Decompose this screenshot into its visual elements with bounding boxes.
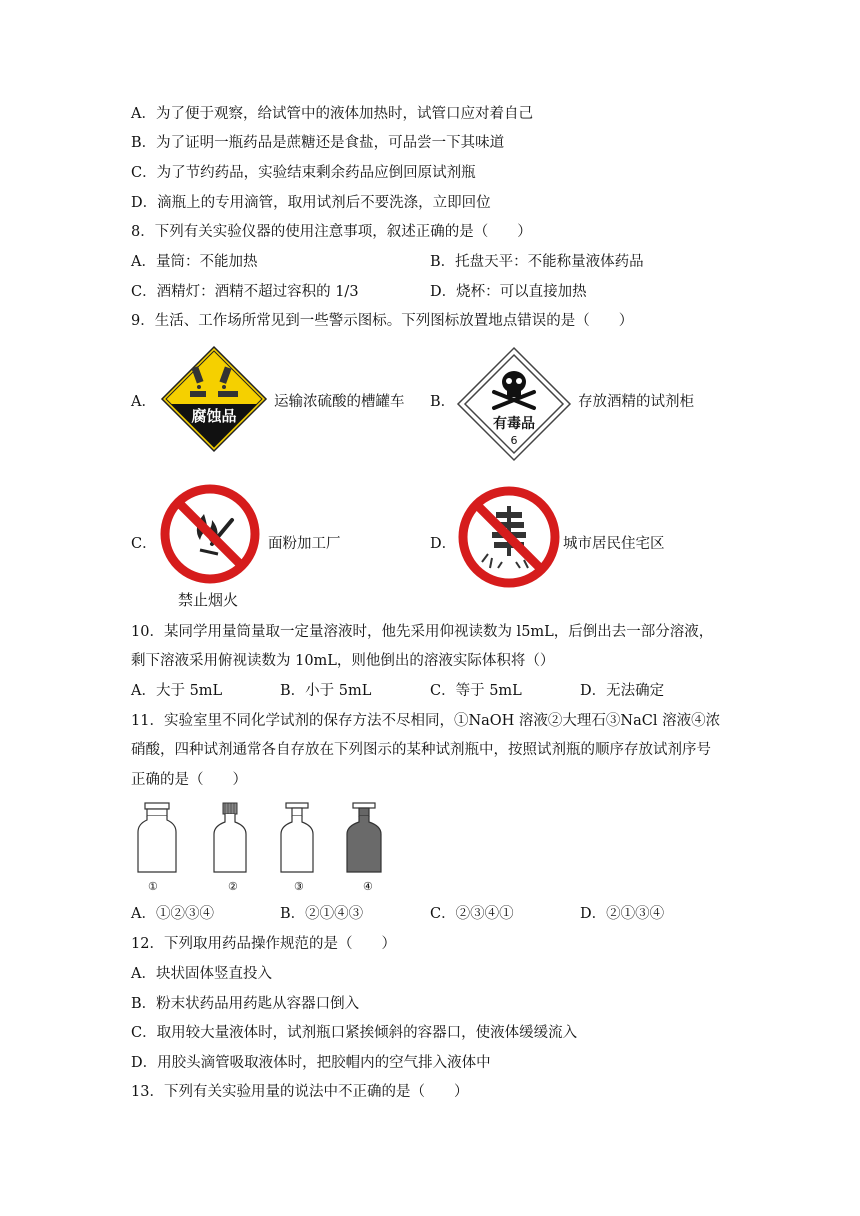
q11-stem-line3: 正确的是（ ） xyxy=(131,772,247,788)
q9-stem: 9．生活、工作场所常见到一些警示图标。下列图标放置地点错误的是（ ） xyxy=(131,313,634,329)
q8-option-c: C．酒精灯：酒精不超过容积的 1/3 xyxy=(131,284,359,300)
q7-option-d: D．滴瓶上的专用滴管，取用试剂后不要洗涤，立即回位 xyxy=(131,195,491,211)
q12-option-a: A．块状固体竖直投入 xyxy=(131,966,272,982)
toxic-sign-icon xyxy=(456,346,572,462)
toxic-sign-label: 有毒品 xyxy=(493,416,535,432)
no-fireworks-sign-icon xyxy=(458,486,560,588)
q8-stem: 8．下列有关实验仪器的使用注意事项，叙述正确的是（ ） xyxy=(131,224,532,240)
bottle-label-1: ① xyxy=(148,880,158,893)
q9-option-a-letter: A． xyxy=(131,394,156,410)
no-fire-sign-icon xyxy=(160,484,260,584)
q8-option-d: D．烧杯：可以直接加热 xyxy=(430,284,587,300)
q11-stem-line1: 11．实验室里不同化学试剂的保存方法不尽相同，①NaOH 溶液②大理石③NaCl 溶液④浓 xyxy=(131,713,721,729)
q12-option-d: D．用胶头滴管吸取液体时，把胶帽内的空气排入液体中 xyxy=(131,1055,491,1071)
q9-option-b-letter: B． xyxy=(430,394,456,410)
q10-option-c: C．等于 5mL xyxy=(430,683,522,699)
q11-option-a: A．①②③④ xyxy=(131,906,214,922)
q9-option-c-text: 面粉加工厂 xyxy=(268,536,341,552)
q9-option-d-letter: D． xyxy=(430,536,457,552)
wide-mouth-clear-bottle-icon xyxy=(134,802,180,874)
q9-option-a-text: 运输浓硫酸的槽罐车 xyxy=(274,394,405,410)
q10-option-d: D．无法确定 xyxy=(580,683,665,699)
bottle-label-2: ② xyxy=(228,880,238,893)
q12-stem: 12．下列取用药品操作规范的是（ ） xyxy=(131,936,396,952)
q12-option-c: C．取用较大量液体时，试剂瓶口紧挨倾斜的容器口，使液体缓缓流入 xyxy=(131,1025,578,1041)
q9-option-c-letter: C． xyxy=(131,536,157,552)
narrow-mouth-glass-stopper-bottle-icon xyxy=(277,802,317,874)
corrosive-sign-label: 腐蚀品 xyxy=(191,407,237,425)
no-fire-caption: 禁止烟火 xyxy=(178,591,239,609)
q12-option-b: B．粉末状药品用药匙从容器口倒入 xyxy=(131,996,360,1012)
q7-option-c: C．为了节约药品，实验结束剩余药品应倒回原试剂瓶 xyxy=(131,165,476,181)
q9-option-b-text: 存放酒精的试剂柜 xyxy=(578,394,694,410)
bottle-label-4: ④ xyxy=(363,880,373,893)
corrosive-sign-icon xyxy=(160,345,268,453)
q11-option-b: B．②①④③ xyxy=(280,906,364,922)
q10-stem-line2: 剩下溶液采用俯视读数为 10mL，则他倒出的溶液实际体积将（） xyxy=(131,653,555,669)
q8-option-a: A．量筒：不能加热 xyxy=(131,254,258,270)
toxic-sign-number: 6 xyxy=(510,434,518,447)
q11-option-c: C．②③④① xyxy=(430,906,514,922)
q8-option-b: B．托盘天平：不能称量液体药品 xyxy=(430,254,644,270)
q13-stem: 13．下列有关实验用量的说法中不正确的是（ ） xyxy=(131,1084,469,1100)
q9-option-d-text: 城市居民住宅区 xyxy=(563,536,665,552)
q11-option-d: D．②①③④ xyxy=(580,906,665,922)
q10-option-a: A．大于 5mL xyxy=(131,683,223,699)
narrow-mouth-rubber-stopper-bottle-icon xyxy=(210,802,250,874)
q10-stem-line1: 10．某同学用量筒量取一定量溶液时，他先采用仰视读数为 l5mL，后倒出去一部分溶液， xyxy=(131,624,714,640)
q11-stem-line2: 硝酸，四种试剂通常各自存放在下列图示的某种试剂瓶中，按照试剂瓶的顺序存放试剂序号 xyxy=(131,742,711,758)
brown-bottle-icon xyxy=(343,802,385,874)
q7-option-a: A．为了便于观察，给试管中的液体加热时，试管口应对着自己 xyxy=(131,106,533,122)
q7-option-b: B．为了证明一瓶药品是蔗糖还是食盐，可品尝一下其味道 xyxy=(131,135,505,151)
bottle-label-3: ③ xyxy=(294,880,304,893)
q10-option-b: B．小于 5mL xyxy=(280,683,372,699)
